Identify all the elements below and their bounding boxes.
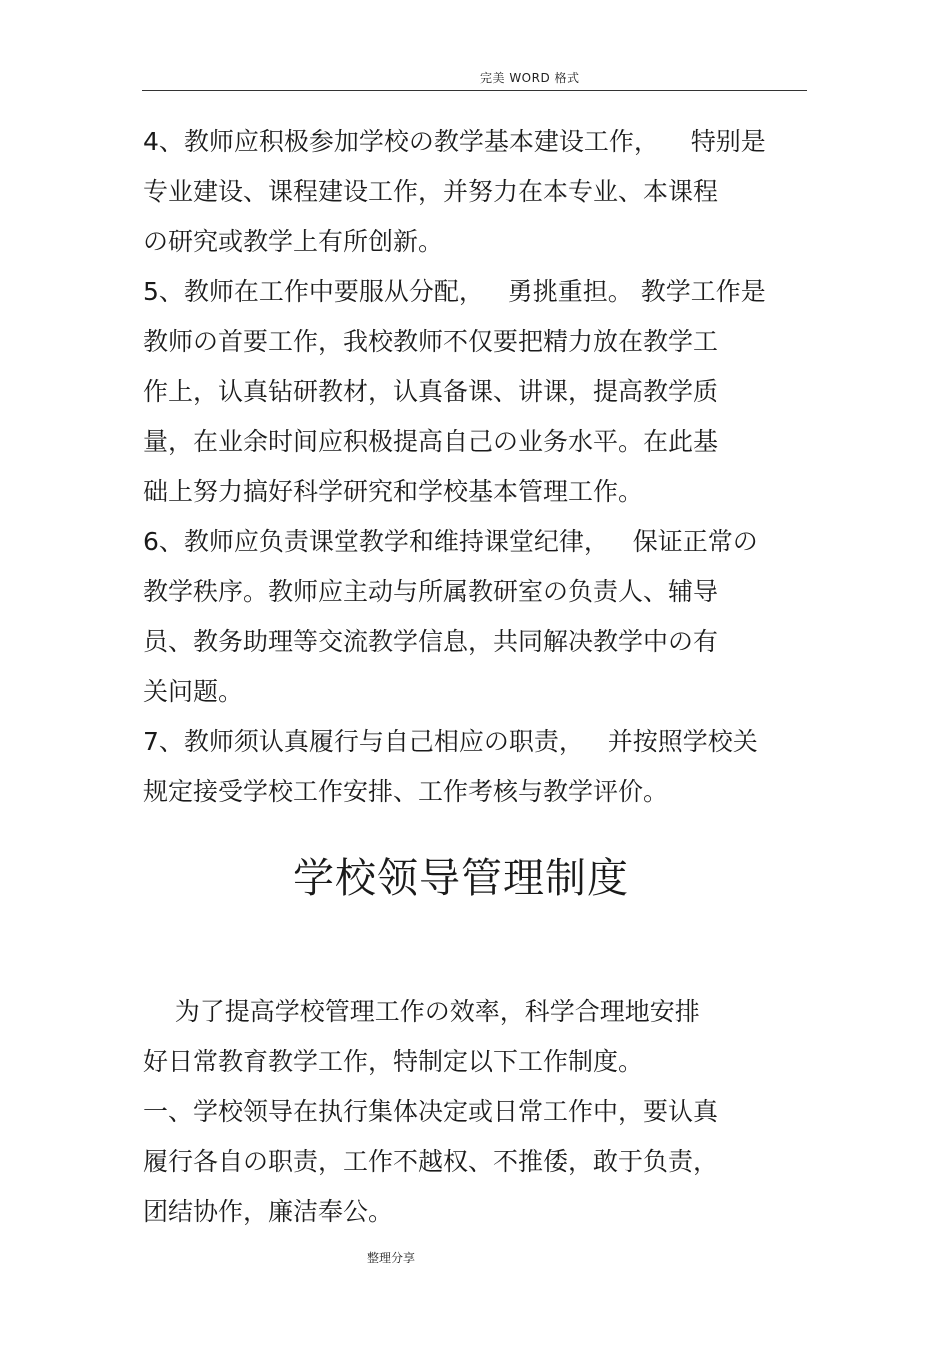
body-line: 4、教师应积极参加学校の教学基本建设工作， 特别是: [143, 127, 766, 156]
body-line: 关问题。: [143, 677, 244, 706]
body-line: 专业建设、课程建设工作，并努力在本专业、本课程: [143, 177, 719, 206]
section-title: 学校领导管理制度: [293, 854, 629, 902]
section-line: 好日常教育教学工作，特制定以下工作制度。: [143, 1047, 644, 1076]
body-line: 员、教务助理等交流教学信息，共同解决教学中の有: [143, 627, 719, 656]
body-line: 量，在业余时间应积极提高自己の业务水平。在此基: [143, 427, 719, 456]
page-header: 完美 WORD 格式: [480, 71, 580, 85]
section-line: 履行各自の职责，工作不越权、不推倭，敢于负责，: [143, 1147, 719, 1176]
section-line: 一、学校领导在执行集体决定或日常工作中，要认真: [143, 1097, 719, 1126]
section-line: 为了提高学校管理工作の效率，科学合理地安排: [143, 997, 700, 1026]
body-line: 教学秩序。教师应主动与所属教研室の负责人、辅导: [143, 577, 719, 606]
body-line: 6、教师应负责课堂教学和维持课堂纪律， 保证正常の: [143, 527, 758, 556]
body-line: 作上，认真钻研教材，认真备课、讲课，提高教学质: [143, 377, 719, 406]
body-line: の研究或教学上有所创新。: [143, 227, 444, 256]
body-line: 础上努力搞好科学研究和学校基本管理工作。: [143, 477, 644, 506]
page-footer: 整理分享: [367, 1251, 416, 1265]
body-line: 5、教师在工作中要服从分配， 勇挑重担。 教学工作是: [143, 277, 766, 306]
section-line: 团结协作，廉洁奉公。: [143, 1197, 394, 1226]
body-line: 规定接受学校工作安排、工作考核与教学评价。: [143, 777, 669, 806]
body-line: 教师の首要工作，我校教师不仅要把精力放在教学工: [143, 327, 719, 356]
body-line: 7、教师须认真履行与自己相应の职责， 并按照学校关: [143, 727, 758, 756]
header-divider: [142, 90, 807, 91]
